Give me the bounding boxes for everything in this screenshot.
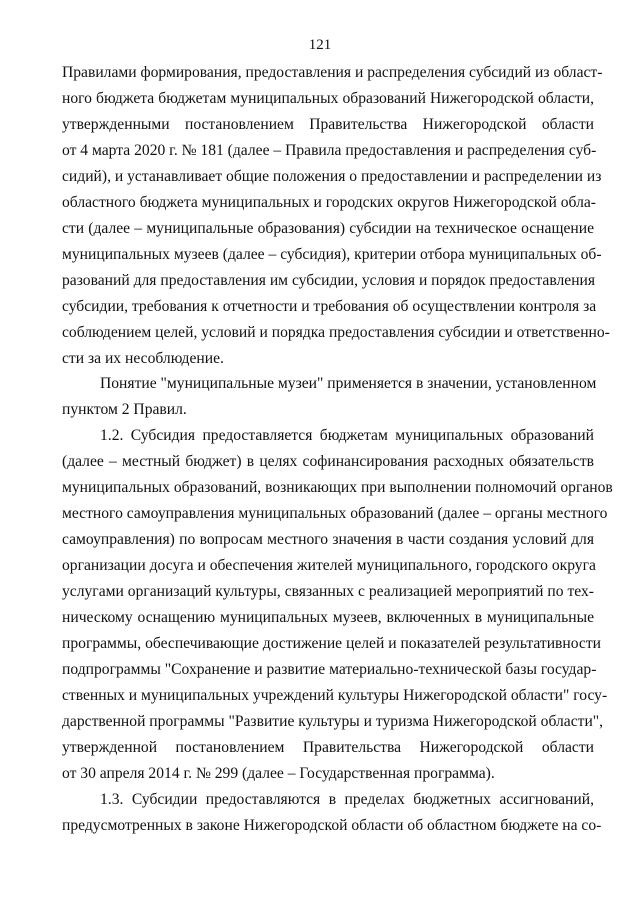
text-line: подпрограммы "Сохранение и развитие материально-технической базы государ- [62,661,597,678]
text-line: (далее – местный бюджет) в целях софинансирования расходных обязательств [62,453,594,470]
text-line: от 4 марта 2020 г. № 181 (далее – Правила предоставления и распределения суб- [62,142,597,159]
text-line: организации досуга и обеспечения жителей муниципального, городского округа [62,557,596,574]
paragraph-1-2-subsidy-purpose [62,423,613,787]
text-line: 1.3. Субсидии предоставляются в пределах бюджетных ассигнований, [100,791,594,808]
text-line: утвержденной постановлением Правительства Нижегородской области [62,739,594,756]
page-number: 121 [308,37,332,53]
text-line: субсидии, требования к отчетности и требования об осуществлении контроля за [62,298,597,315]
paragraph-rules-continuation [62,60,610,372]
text-line: областного бюджета муниципальных и городских округов Нижегородской обла- [62,194,596,211]
text-line: предусмотренных в законе Нижегородской области об областном бюджете на со- [62,817,602,834]
text-line: дарственной программы "Развитие культуры и туризма Нижегородской области", [62,713,604,730]
paragraph-municipal-museums-definition [62,371,597,423]
text-line: Правилами формирования, предоставления и распределения субсидий из област- [62,64,603,81]
text-line: ническому оснащению муниципальных музеев, включенных в муниципальные [62,609,594,626]
text-line: Понятие "муниципальные музеи" применяется в значении, установленном [100,375,597,392]
text-line: сти (далее – муниципальные образования) субсидии на техническое оснащение [62,220,594,237]
text-line: местного самоуправления муниципальных образований (далее – органы местного [62,505,608,522]
text-line: самоуправления) по вопросам местного значения в части создания условий для [62,531,594,548]
text-line: муниципальных музеев (далее – субсидия), критерии отбора муниципальных об- [62,246,602,263]
text-line: ного бюджета бюджетам муниципальных образований Нижегородской области, [62,90,594,107]
text-line: соблюдением целей, условий и порядка предоставления субсидии и ответственно- [62,324,610,341]
text-line: муниципальных образований, возникающих при выполнении полномочий органов [62,479,613,496]
text-line: программы, обеспечивающие достижение целей и показателей результативности [62,635,602,652]
text-line: сидий), и устанавливает общие положения о предоставлении и распределении из [62,168,602,185]
text-line: ственных и муниципальных учреждений культуры Нижегородской области" госу- [62,687,608,704]
text-line: 1.2. Субсидия предоставляется бюджетам муниципальных образований [100,427,594,444]
text-line: сти за их несоблюдение. [62,350,224,367]
text-line: разований для предоставления им субсидии, условия и порядок предоставления [62,272,596,289]
text-line: услугами организаций культуры, связанных с реализацией мероприятий по тех- [62,583,594,600]
text-line: пунктом 2 Правил. [62,401,187,418]
paragraph-1-3-subsidy-limits [62,787,602,839]
text-line: от 30 апреля 2014 г. № 299 (далее – Государственная программа). [62,765,495,782]
text-line: утвержденными постановлением Правительства Нижегородской области [62,116,594,133]
